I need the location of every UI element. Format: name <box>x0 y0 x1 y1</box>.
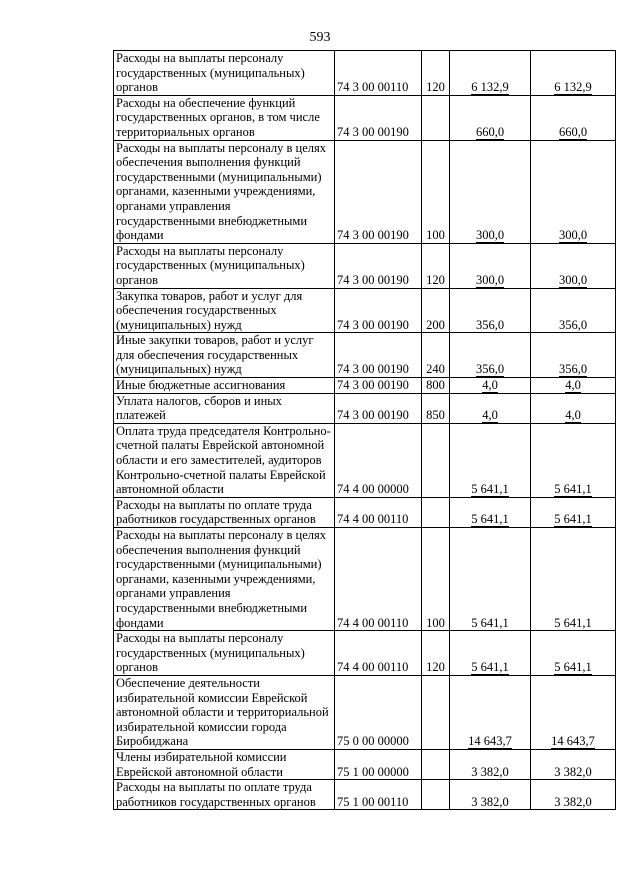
amount-cell <box>450 423 531 497</box>
amount-cell-2 <box>531 631 616 676</box>
table-row <box>114 288 616 333</box>
target-code-cell: 75 0 00 00000 <box>335 675 422 749</box>
amount-cell <box>450 497 531 527</box>
expense-name-cell: Уплата налогов, сборов и иных платежей <box>114 393 335 423</box>
amount-cell-2 <box>531 497 616 527</box>
budget-table-body <box>114 51 616 810</box>
amount-cell <box>450 393 531 423</box>
amount-value: 356,0 <box>475 317 505 332</box>
expense-type-cell: 800 <box>422 378 450 394</box>
target-code-cell: 74 4 00 00110 <box>335 497 422 527</box>
expense-name-cell: Расходы на выплаты персоналу государственных (муниципальных) органов <box>114 51 335 96</box>
expense-type-cell: 120 <box>422 631 450 676</box>
table-row <box>114 749 616 779</box>
expense-name-cell: Расходы на выплаты персоналу государственных (муниципальных) органов <box>114 631 335 676</box>
expense-name-cell: Расходы на выплаты по оплате труда работников государственных органов <box>114 780 335 810</box>
target-code-cell: 74 3 00 00190 <box>335 140 422 243</box>
table-row <box>114 95 616 140</box>
expense-type-cell: 100 <box>422 140 450 243</box>
table-row <box>114 528 616 631</box>
target-code-cell: 75 1 00 00110 <box>335 780 422 810</box>
table-row <box>114 333 616 378</box>
expense-type-cell: 850 <box>422 393 450 423</box>
expense-name-cell: Закупка товаров, работ и услуг для обеспечения государственных (муниципальных) нужд <box>114 288 335 333</box>
table-row <box>114 140 616 243</box>
table-row <box>114 378 616 394</box>
amount-cell-2 <box>531 780 616 810</box>
amount-cell-2 <box>531 333 616 378</box>
amount-value: 356,0 <box>475 362 505 377</box>
expense-type-cell <box>422 749 450 779</box>
expense-type-cell <box>422 780 450 810</box>
target-code-cell: 74 4 00 00110 <box>335 631 422 676</box>
amount-cell <box>450 378 531 394</box>
amount-cell <box>450 288 531 333</box>
table-row <box>114 675 616 749</box>
amount-cell-2 <box>531 423 616 497</box>
amount-cell <box>450 528 531 631</box>
expense-name-cell: Иные закупки товаров, работ и услуг для обеспечения государственных (муниципальных) нужд <box>114 333 335 378</box>
amount-cell-2 <box>531 95 616 140</box>
amount-cell <box>450 243 531 288</box>
amount-value: 300,0 <box>475 228 505 243</box>
amount-cell <box>450 749 531 779</box>
expense-type-cell <box>422 95 450 140</box>
expense-name-cell: Расходы на обеспечение функций государственных органов, в том числе территориальных органов <box>114 95 335 140</box>
amount-cell <box>450 333 531 378</box>
amount-cell-2 <box>531 140 616 243</box>
amount-value: 356,0 <box>558 317 588 332</box>
amount-value: 4,0 <box>482 408 498 423</box>
amount-cell-2 <box>531 675 616 749</box>
amount-value: 5 641,1 <box>554 660 592 675</box>
table-row <box>114 780 616 810</box>
page-number: 593 <box>309 30 331 45</box>
target-code-cell: 74 3 00 00110 <box>335 51 422 96</box>
amount-cell <box>450 140 531 243</box>
target-code-cell: 74 4 00 00110 <box>335 528 422 631</box>
amount-value: 4,0 <box>565 408 581 423</box>
expense-name-cell: Расходы на выплаты по оплате труда работников государственных органов <box>114 497 335 527</box>
amount-value: 3 382,0 <box>554 764 592 779</box>
expense-type-cell <box>422 497 450 527</box>
expense-name-cell: Члены избирательной комиссии Еврейской автономной области <box>114 749 335 779</box>
amount-cell-2 <box>531 243 616 288</box>
amount-value: 660,0 <box>558 124 588 139</box>
amount-value: 3 382,0 <box>554 794 592 809</box>
amount-value: 6 132,9 <box>554 80 592 95</box>
amount-value: 300,0 <box>558 272 588 287</box>
expense-name-cell: Обеспечение деятельности избирательной комиссии Еврейской автономной области и территориальной избирательной комиссии города Биробиджана <box>114 675 335 749</box>
table-row <box>114 631 616 676</box>
amount-cell <box>450 675 531 749</box>
target-code-cell: 74 4 00 00000 <box>335 423 422 497</box>
amount-value: 14 643,7 <box>468 734 512 749</box>
amount-cell <box>450 780 531 810</box>
target-code-cell: 74 3 00 00190 <box>335 378 422 394</box>
target-code-cell: 74 3 00 00190 <box>335 95 422 140</box>
amount-value: 4,0 <box>482 378 498 393</box>
amount-value: 5 641,1 <box>471 512 509 527</box>
amount-cell-2 <box>531 378 616 394</box>
expense-name-cell: Расходы на выплаты персоналу в целях обеспечения выполнения функций государственными (муниципальными) органами, казенными учреждениями, органами управления государственными внебюджетными фондами <box>114 528 335 631</box>
expense-type-cell <box>422 675 450 749</box>
expense-type-cell <box>422 423 450 497</box>
amount-cell <box>450 631 531 676</box>
table-row <box>114 393 616 423</box>
amount-cell <box>450 51 531 96</box>
expense-name-cell: Расходы на выплаты персоналу государственных (муниципальных) органов <box>114 243 335 288</box>
amount-value: 3 382,0 <box>471 764 509 779</box>
amount-value: 6 132,9 <box>471 80 509 95</box>
amount-value: 3 382,0 <box>471 794 509 809</box>
target-code-cell: 74 3 00 00190 <box>335 243 422 288</box>
table-row <box>114 243 616 288</box>
amount-value: 5 641,1 <box>471 615 509 630</box>
target-code-cell: 74 3 00 00190 <box>335 333 422 378</box>
amount-value: 5 641,1 <box>554 482 592 497</box>
target-code-cell: 74 3 00 00190 <box>335 393 422 423</box>
amount-value: 14 643,7 <box>551 734 595 749</box>
expense-type-cell: 120 <box>422 51 450 96</box>
expense-name-cell: Расходы на выплаты персоналу в целях обеспечения выполнения функций государственными (муниципальными) органами, казенными учреждениями, органами управления государственными внебюджетными фондами <box>114 140 335 243</box>
table-row <box>114 423 616 497</box>
amount-cell-2 <box>531 51 616 96</box>
amount-cell <box>450 95 531 140</box>
amount-cell-2 <box>531 288 616 333</box>
target-code-cell: 75 1 00 00000 <box>335 749 422 779</box>
expense-name-cell: Оплата труда председателя Контрольно-счетной палаты Еврейской автономной области и его заместителей, аудиторов Контрольно-счетной палаты Еврейской автономной области <box>114 423 335 497</box>
amount-cell-2 <box>531 749 616 779</box>
amount-value: 5 641,1 <box>471 482 509 497</box>
target-code-cell: 74 3 00 00190 <box>335 288 422 333</box>
expense-type-cell: 100 <box>422 528 450 631</box>
amount-value: 5 641,1 <box>554 615 592 630</box>
amount-value: 5 641,1 <box>471 660 509 675</box>
budget-table <box>113 50 616 810</box>
amount-cell-2 <box>531 528 616 631</box>
amount-value: 300,0 <box>475 272 505 287</box>
amount-value: 4,0 <box>565 378 581 393</box>
expense-name-cell: Иные бюджетные ассигнования <box>114 378 335 394</box>
amount-value: 5 641,1 <box>554 512 592 527</box>
amount-value: 300,0 <box>558 228 588 243</box>
table-row <box>114 497 616 527</box>
table-row <box>114 51 616 96</box>
amount-value: 660,0 <box>475 124 505 139</box>
amount-cell-2 <box>531 393 616 423</box>
amount-value: 356,0 <box>558 362 588 377</box>
expense-type-cell: 120 <box>422 243 450 288</box>
expense-type-cell: 240 <box>422 333 450 378</box>
expense-type-cell: 200 <box>422 288 450 333</box>
